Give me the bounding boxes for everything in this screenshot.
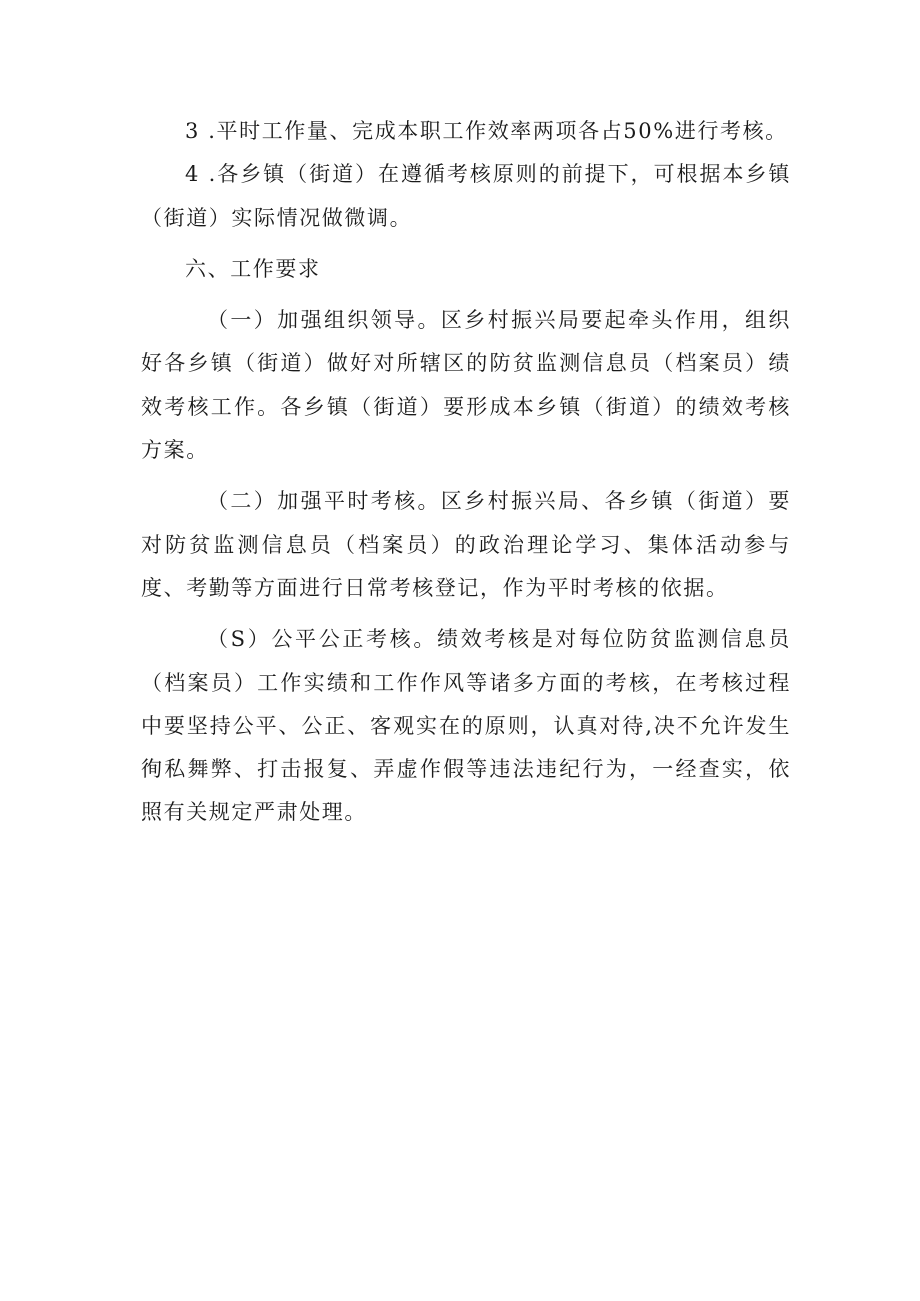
paragraph-fair-assessment: （S）公平公正考核。绩效考核是对每位防贫监测信息员（档案员）工作实绩和工作作风等诸多方面的考核，在考核过程中要坚持公平、公正、客观实在的原则，认真对待,决不允许发生徇私舞弊、打击报复、弄虚作假等违法违纪行为，一经查实，依照有关规定严肃处理。 [141,627,791,825]
paragraph-organization-leadership: （一）加强组织领导。区乡村振兴局要起牵头作用，组织好各乡镇（街道）做好对所辖区的防贫监测信息员（档案员）绩效考核工作。各乡镇（街道）要形成本乡镇（街道）的绩效考核方案。 [141,308,791,463]
section-heading-work-requirements: 六、工作要求 [185,256,321,281]
document-body [141,110,791,835]
paragraph-regular-assessment: （二）加强平时考核。区乡村振兴局、各乡镇（街道）要对防贫监测信息员（档案员）的政治理论学习、集体活动参与度、考勤等方面进行日常考核登记，作为平时考核的依据。 [141,489,791,600]
paragraph-fine-tuning: 4 .各乡镇（街道）在遵循考核原则的前提下，可根据本乡镇（街道）实际情况做微调。 [141,162,791,230]
paragraph-scoring-ratio: 3 .平时工作量、完成本职工作效率两项各占50%进行考核。 [185,119,788,143]
